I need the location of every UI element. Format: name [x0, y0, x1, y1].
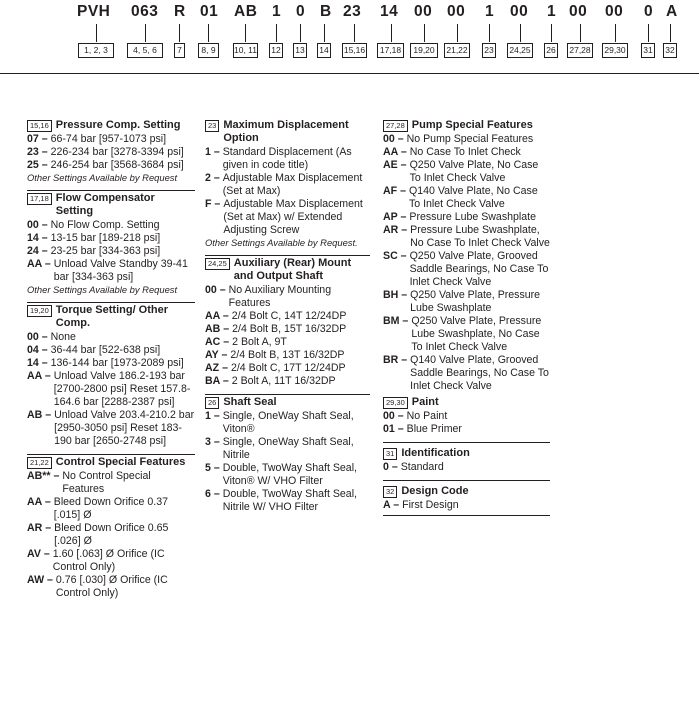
item-code: SC – [383, 250, 407, 262]
list-item [383, 185, 550, 211]
position-box: 10, 11 [233, 43, 258, 58]
position-box: 24,25 [507, 43, 533, 58]
code-segment: 00 [605, 3, 624, 20]
section-title: Shaft Seal [223, 396, 277, 408]
item-desc: 23-25 bar [334-363 psi] [50, 245, 161, 257]
list-item [27, 146, 195, 159]
item-desc: 2 Bolt A, 9T [232, 336, 287, 348]
list-item [205, 462, 370, 488]
list-item [27, 409, 195, 448]
position-box: 17,18 [377, 43, 404, 58]
item-code: AA – [27, 370, 51, 382]
item-desc: Q250 Valve Plate, Grooved Saddle Bearings, No Case To Inlet Check Valve [409, 250, 549, 288]
section-number: 15,16 [27, 120, 52, 132]
item-desc: Q250 Valve Plate, No Case To Inlet Check Valve [409, 159, 539, 184]
list-item [27, 496, 195, 522]
position-box: 26 [544, 43, 558, 58]
list-item [27, 574, 195, 600]
list-item [27, 522, 195, 548]
item-code: AP – [383, 211, 407, 223]
item-code: AW – [27, 574, 53, 586]
item-code: AR – [27, 522, 52, 534]
list-item [27, 159, 195, 172]
item-desc: Q140 Valve Plate, Grooved Saddle Bearings, No Case To Inlet Check Valve [410, 354, 549, 392]
list-item [27, 548, 195, 574]
list-item [383, 146, 550, 159]
code-segment: AB [234, 3, 258, 20]
section-title: Paint [411, 396, 439, 408]
item-desc: No Control Special Features [62, 470, 151, 495]
section-identification [383, 442, 550, 474]
list-item [383, 315, 550, 354]
item-desc: Single, OneWay Shaft Seal, Nitrile [222, 436, 354, 461]
list-item [383, 250, 550, 289]
section-pump-special [383, 118, 550, 393]
item-desc: 226-234 bar [3278-3394 psi] [50, 146, 184, 158]
item-code: 23 – [27, 146, 48, 158]
item-code: AA – [383, 146, 407, 158]
header-divider [0, 73, 699, 74]
item-code: AE – [383, 159, 407, 171]
code-segment: 14 [380, 3, 399, 20]
item-code: BH – [383, 289, 408, 301]
item-desc: Q250 Valve Plate, Pressure Lube Swashplate, No Case To Inlet Check Valve [411, 315, 542, 353]
item-code: BR – [383, 354, 408, 366]
list-item [205, 323, 370, 336]
position-box: 27,28 [567, 43, 593, 58]
list-item [205, 349, 370, 362]
position-box: 4, 5, 6 [127, 43, 163, 58]
code-segment: R [174, 3, 186, 20]
item-desc: Bleed Down Orifice 0.37 [.015] Ø [53, 496, 168, 521]
item-desc: Double, TwoWay Shaft Seal, Viton® W/ VHO Filter [222, 462, 357, 487]
item-desc: Adjustable Max Displacement (Set at Max) [222, 172, 363, 197]
section-title: Control Special Features [55, 456, 186, 468]
section-title: Pump Special Features [411, 119, 533, 131]
item-desc: 1.60 [.063] Ø Orifice (IC Control Only) [52, 548, 165, 573]
list-item [383, 423, 550, 436]
position-box: 29,30 [602, 43, 628, 58]
column-middle [205, 118, 370, 520]
item-code: 14 – [27, 357, 48, 369]
item-code: 6 – [205, 488, 220, 500]
item-code: AB** – [27, 470, 60, 482]
section-paint [383, 395, 550, 436]
section-title: Maximum Displacement Option [223, 119, 349, 144]
list-item [383, 133, 550, 146]
section-auxiliary-mount [205, 255, 370, 388]
section-design-code [383, 480, 550, 516]
item-code: 00 – [27, 331, 48, 343]
note-text: Other Settings Available by Request [27, 284, 178, 295]
list-item [383, 211, 550, 224]
item-desc: Unload Valve 203.4-210.2 bar [2950-3050 psi] Reset 183-190 bar [2650-2748 psi] [54, 409, 195, 447]
item-desc: Pressure Lube Swashplate, No Case To Inlet Check Valve [410, 224, 550, 249]
item-desc: No Flow Comp. Setting [50, 219, 160, 231]
list-item [205, 146, 370, 172]
list-item [27, 331, 195, 344]
item-desc: Double, TwoWay Shaft Seal, Nitrile W/ VHO Filter [222, 488, 357, 513]
section-title: Identification [401, 447, 470, 459]
item-code: 25 – [27, 159, 48, 171]
section-number: 19,20 [27, 305, 52, 317]
section-max-displacement [205, 118, 370, 249]
code-segment: 1 [272, 3, 282, 20]
list-item [205, 172, 370, 198]
item-code: BA – [205, 375, 229, 387]
section-number: 24,25 [205, 258, 230, 270]
code-segment: 00 [447, 3, 466, 20]
list-item [383, 289, 550, 315]
code-segment: A [666, 3, 678, 20]
section-torque [27, 302, 195, 448]
list-item [27, 344, 195, 357]
item-code: AZ – [205, 362, 228, 374]
item-desc: Pressure Lube Swashplate [409, 211, 536, 223]
position-box: 19,20 [410, 43, 438, 58]
position-box: 21,22 [444, 43, 470, 58]
list-item [383, 410, 550, 423]
list-item [205, 362, 370, 375]
list-item [383, 499, 550, 512]
item-code: 04 – [27, 344, 48, 356]
list-item [205, 284, 370, 310]
list-item [27, 357, 195, 370]
code-segment: 1 [547, 3, 557, 20]
item-desc: 13-15 bar [189-218 psi] [50, 232, 161, 244]
section-number: 17,18 [27, 193, 52, 205]
position-box: 12 [269, 43, 283, 58]
item-desc: 2/4 Bolt C, 14T 12/24DP [231, 310, 347, 322]
code-segment: 1 [485, 3, 495, 20]
item-desc: 2/4 Bolt C, 17T 12/24DP [230, 362, 346, 374]
list-item [27, 370, 195, 409]
code-segment: 0 [644, 3, 654, 20]
item-desc: 36-44 bar [522-638 psi] [50, 344, 161, 356]
item-code: AA – [205, 310, 229, 322]
item-code: AA – [27, 258, 51, 270]
list-item [27, 232, 195, 245]
note-text: Other Settings Available by Request [27, 172, 178, 183]
item-desc: None [50, 331, 76, 343]
section-number: 32 [383, 486, 397, 498]
item-desc: 2/4 Bolt B, 13T 16/32DP [230, 349, 345, 361]
section-title: Design Code [401, 485, 469, 497]
section-number: 27,28 [383, 120, 408, 132]
section-number: 23 [205, 120, 219, 132]
section-number: 29,30 [383, 397, 408, 409]
code-segment: 063 [131, 3, 159, 20]
item-code: AB – [27, 409, 52, 421]
item-desc: 2 Bolt A, 11T 16/32DP [231, 375, 336, 387]
list-item [383, 159, 550, 185]
column-right [383, 118, 550, 522]
list-item [27, 245, 195, 258]
code-segment: 0 [296, 3, 306, 20]
code-segment: 23 [343, 3, 362, 20]
position-box: 31 [641, 43, 655, 58]
note-text: Other Settings Available by Request. [205, 237, 358, 248]
item-code: AB – [205, 323, 230, 335]
item-code: 00 – [383, 133, 404, 145]
section-number: 31 [383, 448, 397, 460]
list-item [205, 198, 370, 237]
code-segment: B [320, 3, 332, 20]
item-desc: 246-254 bar [3568-3684 psi] [50, 159, 184, 171]
list-item [383, 354, 550, 393]
list-item [205, 436, 370, 462]
section-shaft-seal [205, 394, 370, 514]
position-box: 13 [293, 43, 307, 58]
item-code: F – [205, 198, 221, 210]
item-desc: 66-74 bar [957-1073 psi] [50, 133, 167, 145]
item-desc: Q140 Valve Plate, No Case To Inlet Check Valve [408, 185, 538, 210]
list-item [27, 470, 195, 496]
item-code: 1 – [205, 410, 220, 422]
item-desc: Q250 Valve Plate, Pressure Lube Swashplate [410, 289, 541, 314]
item-desc: Bleed Down Orifice 0.65 [.026] Ø [54, 522, 169, 547]
item-desc: Standard Displacement (As given in code title) [222, 146, 352, 171]
list-item [205, 336, 370, 349]
position-box: 32 [663, 43, 677, 58]
list-item [383, 224, 550, 250]
item-code: A – [383, 499, 400, 511]
code-segment: PVH [77, 3, 111, 20]
item-code: AC – [205, 336, 230, 348]
position-box: 7 [174, 43, 185, 58]
item-code: 00 – [27, 219, 48, 231]
section-flow-comp [27, 190, 195, 296]
item-desc: 2/4 Bolt B, 15T 16/32DP [232, 323, 347, 335]
item-desc: No Pump Special Features [406, 133, 534, 145]
item-code: 00 – [205, 284, 226, 296]
code-segment: 01 [200, 3, 219, 20]
section-number: 21,22 [27, 457, 52, 469]
item-code: BM – [383, 315, 409, 327]
item-desc: No Case To Inlet Check [409, 146, 521, 158]
position-box: 14 [317, 43, 331, 58]
section-pressure-comp [27, 118, 195, 184]
position-box: 8, 9 [198, 43, 219, 58]
item-code: 1 – [205, 146, 220, 158]
section-title: Torque Setting/ Other Comp. [55, 304, 169, 329]
list-item [27, 258, 195, 284]
section-title: Pressure Comp. Setting [55, 119, 181, 131]
section-number: 26 [205, 397, 219, 409]
item-code: 3 – [205, 436, 220, 448]
item-code: 24 – [27, 245, 48, 257]
section-control-special [27, 454, 195, 600]
code-segment: 00 [510, 3, 529, 20]
item-code: 14 – [27, 232, 48, 244]
position-box: 15,16 [342, 43, 367, 58]
position-box: 1, 2, 3 [78, 43, 114, 58]
list-item [205, 310, 370, 323]
list-item [205, 410, 370, 436]
item-code: AV – [27, 548, 50, 560]
item-desc: No Paint [406, 410, 448, 422]
item-code: AR – [383, 224, 408, 236]
item-desc: Standard [400, 461, 444, 473]
list-item [383, 461, 550, 474]
item-code: 0 – [383, 461, 398, 473]
list-item [27, 133, 195, 146]
item-desc: Unload Valve 186.2-193 bar [2700-2800 psi] Reset 157.8-164.6 bar [2288-2387 psi] [53, 370, 191, 408]
item-desc: No Auxiliary Mounting Features [228, 284, 332, 309]
column-left [27, 118, 195, 606]
code-segment: 00 [414, 3, 433, 20]
list-item [205, 488, 370, 514]
item-code: 07 – [27, 133, 48, 145]
item-code: 01 – [383, 423, 404, 435]
item-desc: Adjustable Max Displacement (Set at Max) w/ Extended Adjusting Screw [223, 198, 363, 236]
item-code: AY – [205, 349, 228, 361]
item-code: 2 – [205, 172, 220, 184]
section-title: Auxiliary (Rear) Mount and Output Shaft [233, 257, 352, 282]
item-desc: Unload Valve Standby 39-41 bar [334-363 psi] [53, 258, 188, 283]
item-desc: Blue Primer [406, 423, 462, 435]
item-desc: 0.76 [.030] Ø Orifice (IC Control Only) [55, 574, 168, 599]
list-item [205, 375, 370, 388]
item-desc: Single, OneWay Shaft Seal, Viton® [222, 410, 354, 435]
item-desc: First Design [402, 499, 459, 511]
item-desc: 136-144 bar [1973-2089 psi] [50, 357, 184, 369]
item-code: AA – [27, 496, 51, 508]
list-item [27, 219, 195, 232]
code-segment: 00 [569, 3, 588, 20]
section-title: Flow Compensator Setting [55, 192, 155, 217]
position-box: 23 [482, 43, 496, 58]
item-code: 00 – [383, 410, 404, 422]
item-code: 5 – [205, 462, 220, 474]
item-code: AF – [383, 185, 406, 197]
